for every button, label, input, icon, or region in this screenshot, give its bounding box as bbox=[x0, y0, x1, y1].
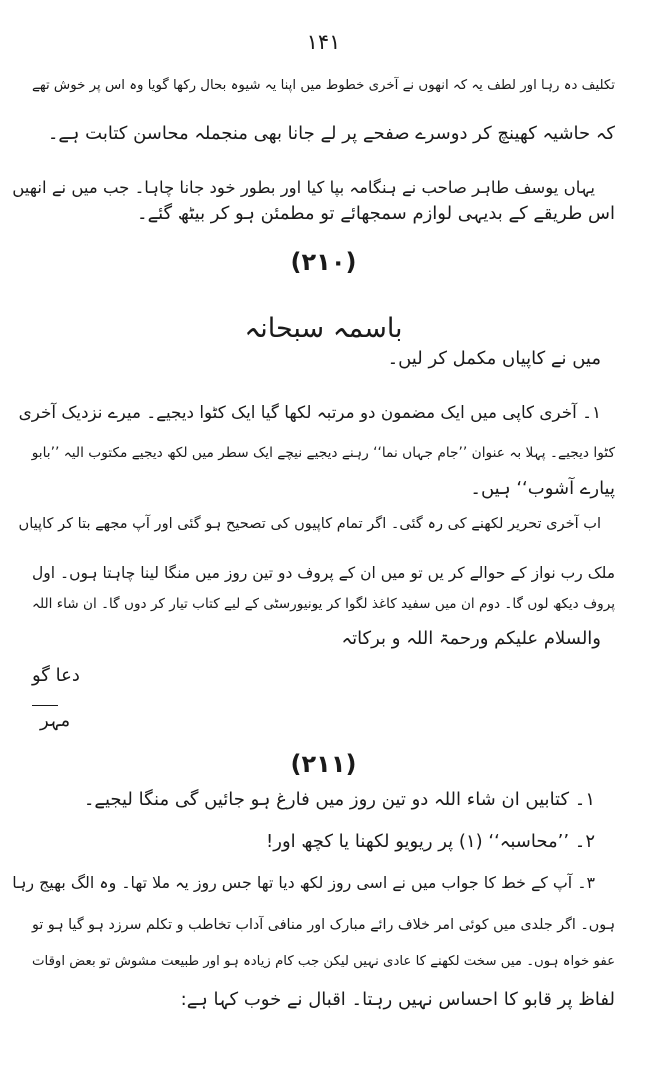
text-line: لفاظ پر قابو کا احساس نہیں رہتا۔ اقبال نے خوب کہا ہے: bbox=[180, 989, 615, 1010]
text-line: کٹوا دیجیے۔ پہلا بہ عنوان ’’جام جہاں نما‘‘ رہنے دیجیے نیچے ایک سطر میں لکھ دیجیے مکتوب الیہ ’’بابو bbox=[31, 445, 615, 461]
text-line: والسلام علیکم ورحمۃ اللہ و برکاتہ bbox=[341, 628, 601, 649]
text-line: یہاں یوسف طاہر صاحب نے ہنگامہ بپا کیا اور بطور خود جانا چاہا۔ جب میں نے انھیں bbox=[12, 178, 595, 197]
text-line: ۱۔ آخری کاپی میں ایک مضمون دو مرتبہ لکھا گیا ایک کٹوا دیجیے۔ میرے نزدیک آخری bbox=[18, 402, 601, 422]
text-line: ملک رب نواز کے حوالے کر یں تو میں ان کے پروف دو تین روز میں منگا لینا چاہتا ہوں۔ اول bbox=[32, 564, 615, 582]
text-line: پروف دیکھ لوں گا۔ دوم ان میں سفید کاغذ لگوا کر یونیورسٹی کے لیے کتاب تیار کر دوں گا۔ ان شاء اللہ bbox=[32, 596, 615, 612]
letter-number: (۲۱۱) bbox=[290, 750, 357, 778]
text-line: ۲۔ ’’محاسبہ‘‘ (۱) پر ریویو لکھنا یا کچھ اور! bbox=[266, 831, 595, 852]
text-line: ہوں۔ اگر جلدی میں کوئی امر خلاف رائے مبارک اور منافی آداب تخاطب و تکلم سرزد ہو گیا ہو تو bbox=[32, 917, 615, 933]
text-line: عفو خواہ ہوں۔ میں سخت لکھنے کا عادی نہیں لیکن جب کام زیادہ ہو اور طبیعت مشوش تو بعض اوقات bbox=[32, 954, 615, 969]
page-number: ۱۴۱ bbox=[306, 30, 341, 54]
letter-heading: باسمہ سبحانہ bbox=[244, 313, 403, 344]
text-line: ۱۔ کتابیں ان شاء اللہ دو تین روز میں فارغ ہو جائیں گی منگا لیجیے۔ bbox=[83, 789, 595, 810]
closing: دعا گو bbox=[32, 665, 80, 686]
text-line: میں نے کاپیاں مکمل کر لیں۔ bbox=[387, 348, 601, 369]
text-line: ۳۔ آپ کے خط کا جواب میں نے اسی روز لکھ دیا تھا جس روز یہ ملا تھا۔ وہ الگ بھیج رہا bbox=[12, 873, 595, 892]
signature: مہر bbox=[40, 710, 71, 731]
letter-number: (۲۱۰) bbox=[290, 248, 357, 276]
text-line: اس طریقے کے بدیہی لوازم سمجھائے تو مطمئن ہو کر بیٹھ گئے۔ bbox=[137, 203, 615, 224]
text-line: تکلیف دہ رہا اور لطف یہ کہ انھوں نے آخری خطوط میں اپنا یہ شیوہ بحال رکھا گویا وہ اس پر خوش تھے bbox=[32, 78, 615, 93]
text-line: پیارے آشوب‘‘ ہیں۔ bbox=[470, 478, 615, 499]
text-line: کہ حاشیہ کھینچ کر دوسرے صفحے پر لے جانا بھی منجملہ محاسن کتابت ہے۔ bbox=[47, 123, 615, 144]
text-line: اب آخری تحریر لکھنے کی رہ گئی۔ اگر تمام کاپیوں کی تصحیح ہو گئی اور آپ مجھے بتا کر کاپیاں bbox=[18, 515, 601, 532]
divider bbox=[32, 705, 58, 706]
